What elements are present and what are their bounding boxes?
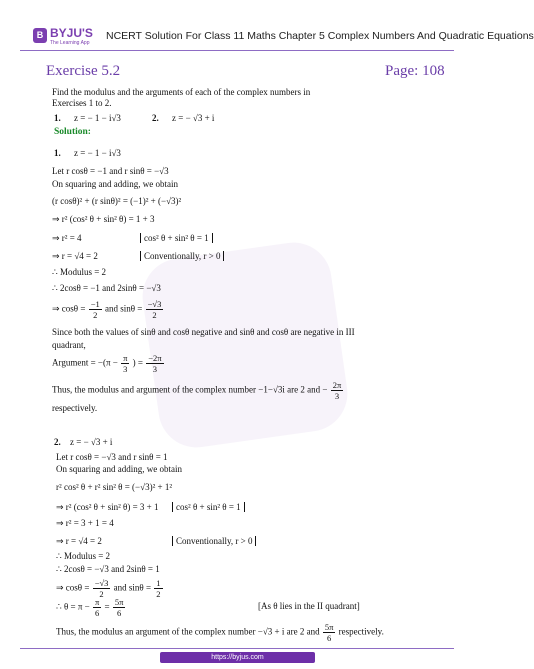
sol1-line: respectively. [52,403,98,413]
numerator: −1 [90,299,100,309]
sol2-line: ∴ Modulus = 2 [56,551,111,561]
problem-2-number: 2. [152,113,159,123]
solution-label: Solution: [54,127,91,137]
sol2-line: ⇒ r² = 3 + 1 = 4 [56,518,114,528]
header-divider [20,50,454,51]
sol2-bracket-note [172,502,245,512]
sol2-line: ⇒ r = √4 = 2 [56,536,102,546]
sol2-bracket-text: Conventionally, r > 0 [172,536,256,546]
sol1-bracket-text: cos² θ + sin² θ = 1 [140,233,213,243]
sol2-quadrant-note: [As θ lies in the II quadrant] [258,601,360,611]
sol1-line: On squaring and adding, we obtain [52,179,178,189]
fraction [146,353,163,374]
fraction [121,353,129,374]
sol2-conclusion [56,622,384,643]
watermark-logo [138,238,353,453]
brand-name: BYJU'S [50,26,93,40]
sol2-fraction-line [56,578,164,599]
fraction [323,622,336,643]
text: = [104,601,110,612]
sol1-bracket-text: Conventionally, r > 0 [140,251,224,261]
text: ⇒ cosθ = [56,582,90,593]
numerator: π [123,353,128,363]
denominator: 2 [156,589,161,599]
intro-line-1: Find the modulus and the arguments of each of the complex numbers in [52,87,311,97]
denominator: 2 [99,589,104,599]
sol2-line: r² cos² θ + r² sin² θ = (−√3)² + 1² [56,482,173,492]
numerator: π [94,597,100,607]
numerator: 1 [156,578,161,588]
denominator: 3 [334,391,340,401]
text: Thus, the modulus and argument of the complex number −1−√3i are 2 and − [52,384,328,395]
sol2-theta-line [56,597,126,618]
fraction [93,578,111,599]
text: ) = [132,357,143,368]
fraction [331,380,344,401]
sol2-line: ∴ 2cosθ = −√3 and 2sinθ = 1 [56,564,160,574]
text: and sinθ = [113,582,152,593]
denominator: 6 [95,608,100,618]
brand-tagline: The Learning App [50,40,90,46]
numerator: −√3 [94,578,109,588]
numerator: 5π [114,597,124,607]
intro-line-2: Exercises 1 to 2. [52,98,112,108]
sol1-conclusion [52,380,344,401]
sol1-line: ∴ Modulus = 2 [52,267,107,277]
fraction [113,597,126,618]
text: ∴ θ = π − [56,601,90,612]
denominator: 6 [327,633,332,643]
sol2-expression: z = − √3 + i [70,437,113,447]
sol1-line: Since both the values of sinθ and cosθ negative and sinθ and cosθ are negative in III [52,327,355,337]
sol2-line: ⇒ r² (cos² θ + sin² θ) = 3 + 1 [56,502,159,512]
sol1-expression: z = − 1 − i√3 [74,148,121,158]
sol1-fraction-line [52,299,164,320]
sol1-line: Let r cosθ = −1 and r sinθ = −√3 [52,166,169,176]
sol2-line: Let r cosθ = −√3 and r sinθ = 1 [56,452,168,462]
sol1-number: 1. [54,148,61,158]
fraction [93,597,101,618]
byjus-logo-icon: B [33,28,47,43]
page-number: Page: 108 [385,63,445,79]
sol1-bracket-note [140,251,224,261]
sol2-bracket-note [172,536,256,546]
document-title: NCERT Solution For Class 11 Maths Chapter 5 Complex Numbers And Quadratic Equations [106,30,534,42]
fraction [146,299,164,320]
sol1-line: ⇒ r = √4 = 2 [52,251,98,261]
text: ⇒ cosθ = [52,303,86,314]
sol2-number: 2. [54,437,61,447]
sol1-line: quadrant, [52,340,86,350]
sol1-line: ⇒ r² (cos² θ + sin² θ) = 1 + 3 [52,214,155,224]
text: and sinθ = [104,303,143,314]
denominator: 6 [117,608,122,618]
sol1-argument-line [52,353,165,374]
numerator: 2π [332,380,342,390]
footer-url[interactable]: https://byjus.com [160,652,315,663]
numerator: −2π [148,353,162,363]
denominator: 3 [152,364,158,374]
fraction [89,299,102,320]
sol1-bracket-note [140,233,213,243]
denominator: 2 [93,310,98,320]
sol1-line: ⇒ r² = 4 [52,233,82,243]
numerator: 5π [324,622,334,632]
problem-1-number: 1. [54,113,61,123]
sol1-line: (r cosθ)² + (r sinθ)² = (−1)² + (−√3)² [52,196,182,206]
exercise-label: Exercise 5.2 [46,63,121,79]
fraction [154,578,162,599]
text: Thus, the modulus an argument of the complex number −√3 + i are 2 and [56,626,320,637]
problem-1-expression: z = − 1 − i√3 [74,113,121,123]
text: respectively. [338,626,384,637]
footer-divider [20,648,454,649]
denominator: 2 [152,310,157,320]
sol1-line: ∴ 2cosθ = −1 and 2sinθ = −√3 [52,283,161,293]
denominator: 3 [123,364,128,374]
sol2-line: On squaring and adding, we obtain [56,464,182,474]
text: Argument = −(π − [52,357,118,368]
problem-2-expression: z = − √3 + i [172,113,215,123]
sol2-bracket-text: cos² θ + sin² θ = 1 [172,502,245,512]
numerator: −√3 [147,299,162,309]
